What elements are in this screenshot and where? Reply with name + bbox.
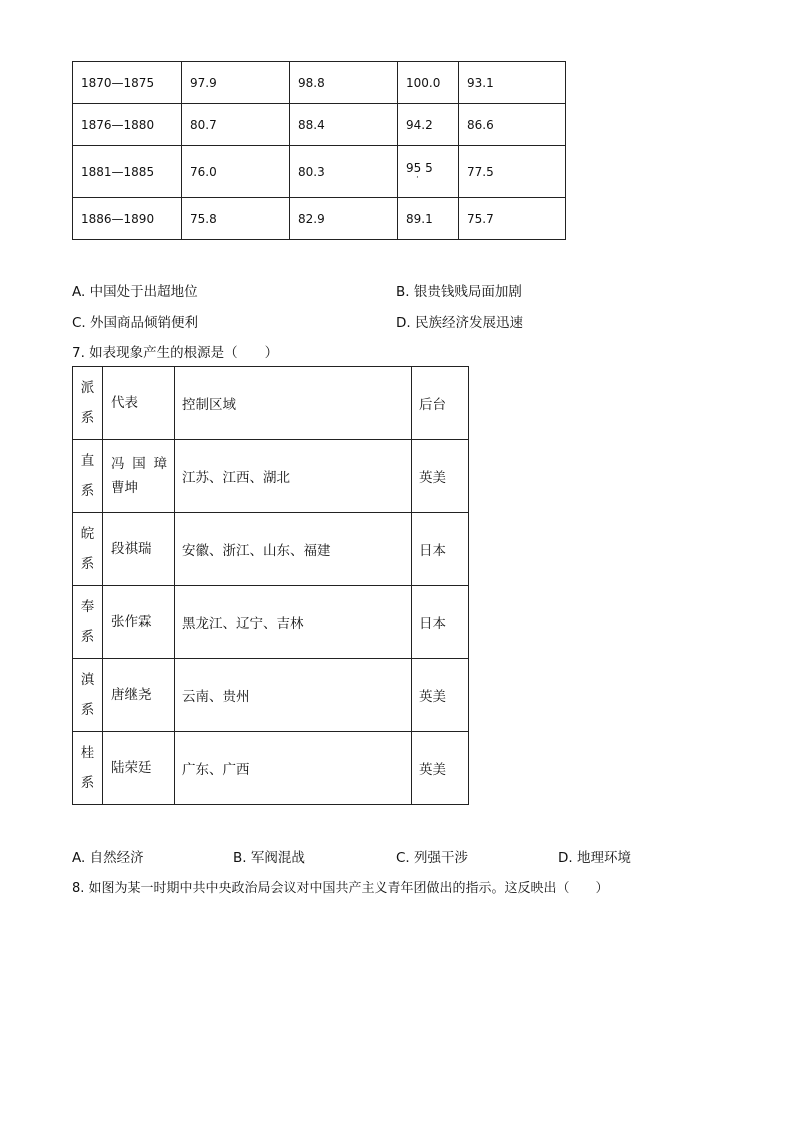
header-representative: 代表 <box>103 367 175 440</box>
period-cell: 1876—1880 <box>73 104 182 146</box>
value-cell: 76.0 <box>182 146 290 198</box>
header-region: 控制区域 <box>175 367 412 440</box>
region-cell: 安徽、浙江、山东、福建 <box>175 513 412 586</box>
faction-cell: 桂系 <box>73 732 103 805</box>
q7-option-b[interactable]: B. 军阀混战 <box>233 850 305 866</box>
q6-option-b[interactable]: B. 银贵钱贱局面加剧 <box>396 284 522 300</box>
header-faction: 派系 <box>80 380 95 426</box>
period-cell: 1870—1875 <box>73 62 182 104</box>
backer-cell: 日本 <box>412 586 469 659</box>
faction-cell: 奉系 <box>73 586 103 659</box>
q7-option-d[interactable]: D. 地理环境 <box>558 850 631 866</box>
table-header-row <box>73 367 469 440</box>
value-cell: 80.3 <box>290 146 398 198</box>
period-cell: 1881—1885 <box>73 146 182 198</box>
table-row <box>73 198 566 240</box>
value-cell: 77.5 <box>459 146 566 198</box>
value-cell: 82.9 <box>290 198 398 240</box>
value-cell: 86.6 <box>459 104 566 146</box>
value-cell: 75.8 <box>182 198 290 240</box>
table-row <box>73 62 566 104</box>
table-row <box>73 440 469 513</box>
table-row <box>73 513 469 586</box>
representative-cell: 张作霖 <box>103 586 175 659</box>
value-cell: 98.8 <box>290 62 398 104</box>
faction-cell: 皖系 <box>73 513 103 586</box>
q7-option-a[interactable]: A. 自然经济 <box>72 850 144 866</box>
warlord-factions-table <box>72 366 469 805</box>
region-cell: 黑龙江、辽宁、吉林 <box>175 586 412 659</box>
backer-cell: 英美 <box>412 440 469 513</box>
q7-stem: 7. 如表现象产生的根源是（ ） <box>72 345 279 361</box>
trade-index-table <box>72 61 566 240</box>
backer-cell: 英美 <box>412 659 469 732</box>
backer-cell: 日本 <box>412 513 469 586</box>
backer-cell: 英美 <box>412 732 469 805</box>
value-cell: 93.1 <box>459 62 566 104</box>
representative-cell: 陆荣廷 <box>103 732 175 805</box>
faction-cell: 滇系 <box>73 659 103 732</box>
region-cell: 广东、广西 <box>175 732 412 805</box>
q6-option-c[interactable]: C. 外国商品倾销便利 <box>72 315 199 331</box>
q6-option-a[interactable]: A. 中国处于出超地位 <box>72 284 198 300</box>
value-cell: 97.9 <box>182 62 290 104</box>
table-row <box>73 104 566 146</box>
representative-cell: 冯国璋 曹坤 <box>103 440 175 513</box>
region-cell: 江苏、江西、湖北 <box>175 440 412 513</box>
value-cell: 80.7 <box>182 104 290 146</box>
table-row <box>73 586 469 659</box>
table-row <box>73 146 566 198</box>
value-cell: 75.7 <box>459 198 566 240</box>
value-cell: 95 5 · <box>398 146 459 198</box>
table-row <box>73 659 469 732</box>
value-cell: 89.1 <box>398 198 459 240</box>
faction-cell: 直系 <box>73 440 103 513</box>
q6-option-d[interactable]: D. 民族经济发展迅速 <box>396 315 523 331</box>
q7-option-c[interactable]: C. 列强干涉 <box>396 850 469 866</box>
representative-cell: 段祺瑞 <box>103 513 175 586</box>
table-row <box>73 732 469 805</box>
representative-cell: 唐继尧 <box>103 659 175 732</box>
value-cell: 94.2 <box>398 104 459 146</box>
q8-stem: 8. 如图为某一时期中共中央政治局会议对中国共产主义青年团做出的指示。这反映出（ ） <box>72 881 609 896</box>
period-cell: 1886—1890 <box>73 198 182 240</box>
value-cell: 88.4 <box>290 104 398 146</box>
header-backer: 后台 <box>412 367 469 440</box>
value-cell: 100.0 <box>398 62 459 104</box>
region-cell: 云南、贵州 <box>175 659 412 732</box>
